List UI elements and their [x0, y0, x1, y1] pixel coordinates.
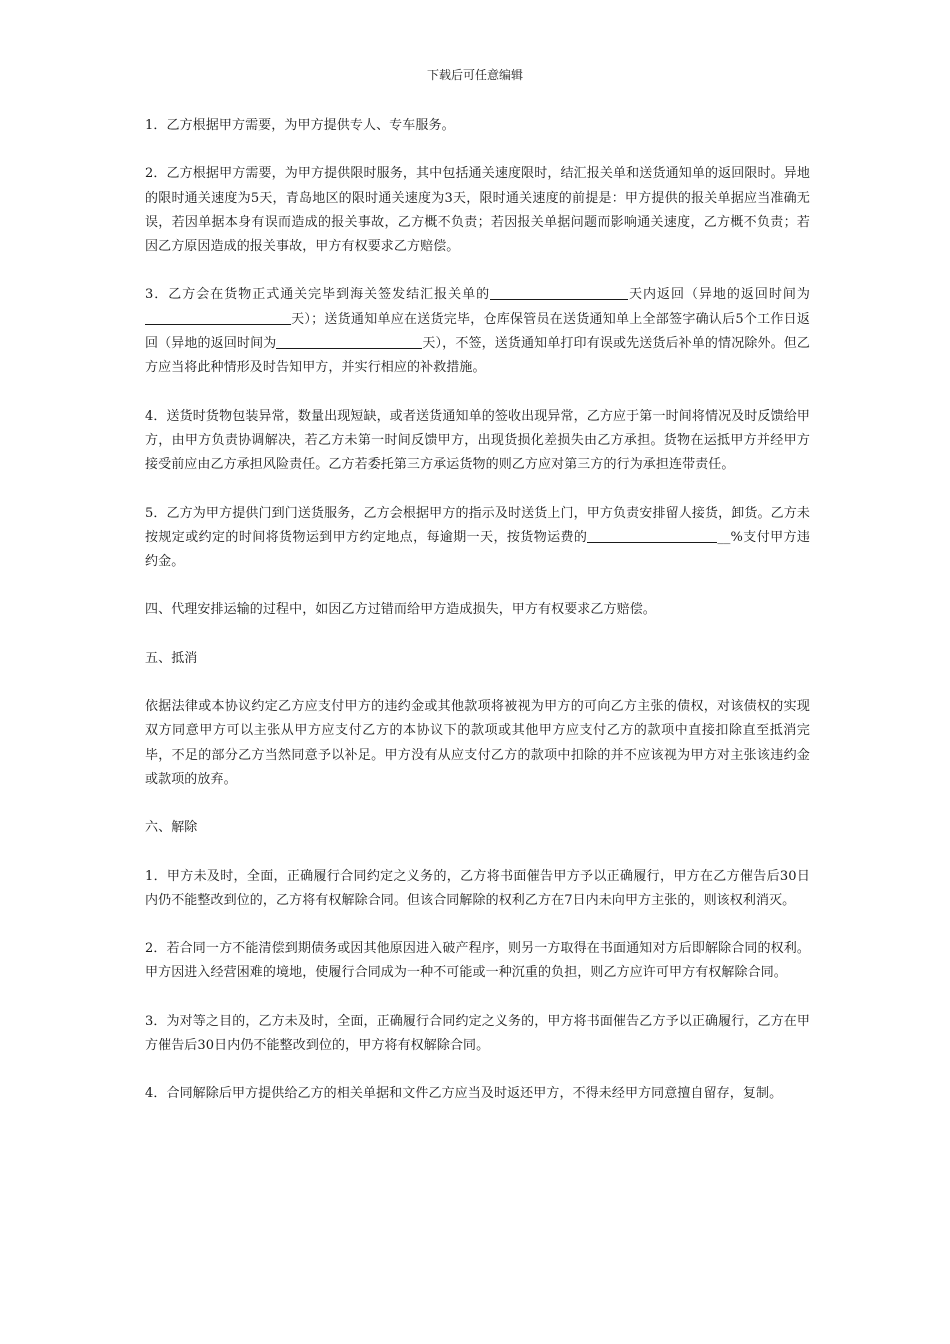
- clause-1-dedicated-service: 1．乙方根据甲方需要，为甲方提供专人、专车服务。: [145, 118, 455, 133]
- section-6-clause-4: 4．合同解除后甲方提供给乙方的相关单据和文件乙方应当及时返还甲方，不得未经甲方同意擅自留存，复制。: [145, 1086, 783, 1102]
- clause-3-text-c: 天）；送货通知单应在送货完毕，仓库保管员在送货通知单上全部签字确认后5个工作日返回（异地的返回时间为: [145, 311, 810, 352]
- clause-3-text-d: 天），不签，送货通知单打印有误或先送货后补单的情况除外。但乙方应当将此种情形及时告知甲方，并实行相应的补救措施。: [145, 336, 810, 376]
- clause-5-text-b: __%支付甲方违约金。: [145, 529, 810, 570]
- page-header-note: 下载后可任意编辑: [426, 68, 523, 82]
- section-6-clause-1: 1．甲方未及时，全面，正确履行合同约定之义务的，乙方将书面催告甲方予以正确履行，甲方在乙方催告后30日内仍不能整改到位的，乙方将有权解除合同。但该合同解除的权利乙方在7日内未向甲方主张的，则该权利消灭。: [145, 868, 810, 908]
- section-6-clause-3: 3．为对等之目的，乙方未及时，全面，正确履行合同约定之义务的，甲方将书面催告乙方予以正确履行，乙方在甲方催告后30日内仍不能整改到位的，甲方将有权解除合同。: [145, 1013, 810, 1054]
- clause-4-packaging-anomaly: 4．送货时货物包装异常，数量出现短缺，或者送货通知单的签收出现异常，乙方应于第一时间将情况及时反馈给甲方，由甲方负责协调解决，若乙方未第一时间反馈甲方，出现货损化差损失由乙方承担。货物在运抵甲方并经甲方接受前应由乙方承担风险责任。乙方若委托第三方承运货物的则乙方应对第三方的行为承担连带责任。: [145, 408, 810, 473]
- clause-3-document-return: [145, 283, 810, 380]
- clause-2-time-limited-service: 2．乙方根据甲方需要，为甲方提供限时服务，其中包括通关速度限时，结汇报关单和送货通知单的返回限时。异地的限时通关速度为5天，青岛地区的限时通关速度为3天，限时通关速度的前提是：甲方提供的报关单据应当准确无误，若因单据本身有误而造成的报关事故，乙方概不负责；若因报关单据问题而影响通关速度，乙方概不负责；若因乙方原因造成的报关事故，甲方有权要求乙方赔偿。: [145, 166, 810, 255]
- clause-5-door-to-door: [145, 502, 810, 575]
- clause-5-text-a: 5．乙方为甲方提供门到门送货服务，乙方会根据甲方的指示及时送货上门，甲方负责安排留人接货，卸货。乙方未按规定或约定的时间将货物运到甲方约定地点，每逾期一天，按货物运费的: [145, 505, 810, 545]
- section-6-title: 六、解除: [145, 820, 198, 836]
- blank-remote-delivery-return-days[interactable]: [276, 334, 422, 349]
- blank-remote-return-days[interactable]: [145, 310, 291, 325]
- blank-penalty-rate[interactable]: [587, 528, 717, 543]
- section-6-clause-2: 2．若合同一方不能清偿到期债务或因其他原因进入破产程序，则另一方取得在书面通知对方后即解除合同的权利。甲方因进入经营困难的境地，使履行合同成为一种不可能或一种沉重的负担，则乙方应许可甲方有权解除合同。: [145, 941, 810, 981]
- section-5-body: 依据法律或本协议约定乙方应支付甲方的违约金或其他款项将被视为甲方的可向乙方主张的债权，对该债权的实现双方同意甲方可以主张从甲方应支付乙方的本协议下的款项或其他甲方应支付乙方的款项中直接扣除直至抵消完毕，不足的部分乙方当然同意予以补足。甲方没有从应支付乙方的款项中扣除的并不应该视为甲方对主张该违约金或款项的放弃。: [145, 699, 810, 787]
- clause-3-text-b: 天内返回（异地的返回时间为: [628, 287, 810, 303]
- section-5-title: 五、抵消: [145, 650, 198, 666]
- document-body: [145, 114, 810, 1131]
- section-4-transport-liability: 四、代理安排运输的过程中，如因乙方过错而给甲方造成损失，甲方有权要求乙方赔偿。: [145, 602, 656, 618]
- clause-3-text-a: 3．乙方会在货物正式通关完毕到海关签发结汇报关单的: [145, 287, 491, 303]
- blank-return-days[interactable]: [490, 285, 628, 300]
